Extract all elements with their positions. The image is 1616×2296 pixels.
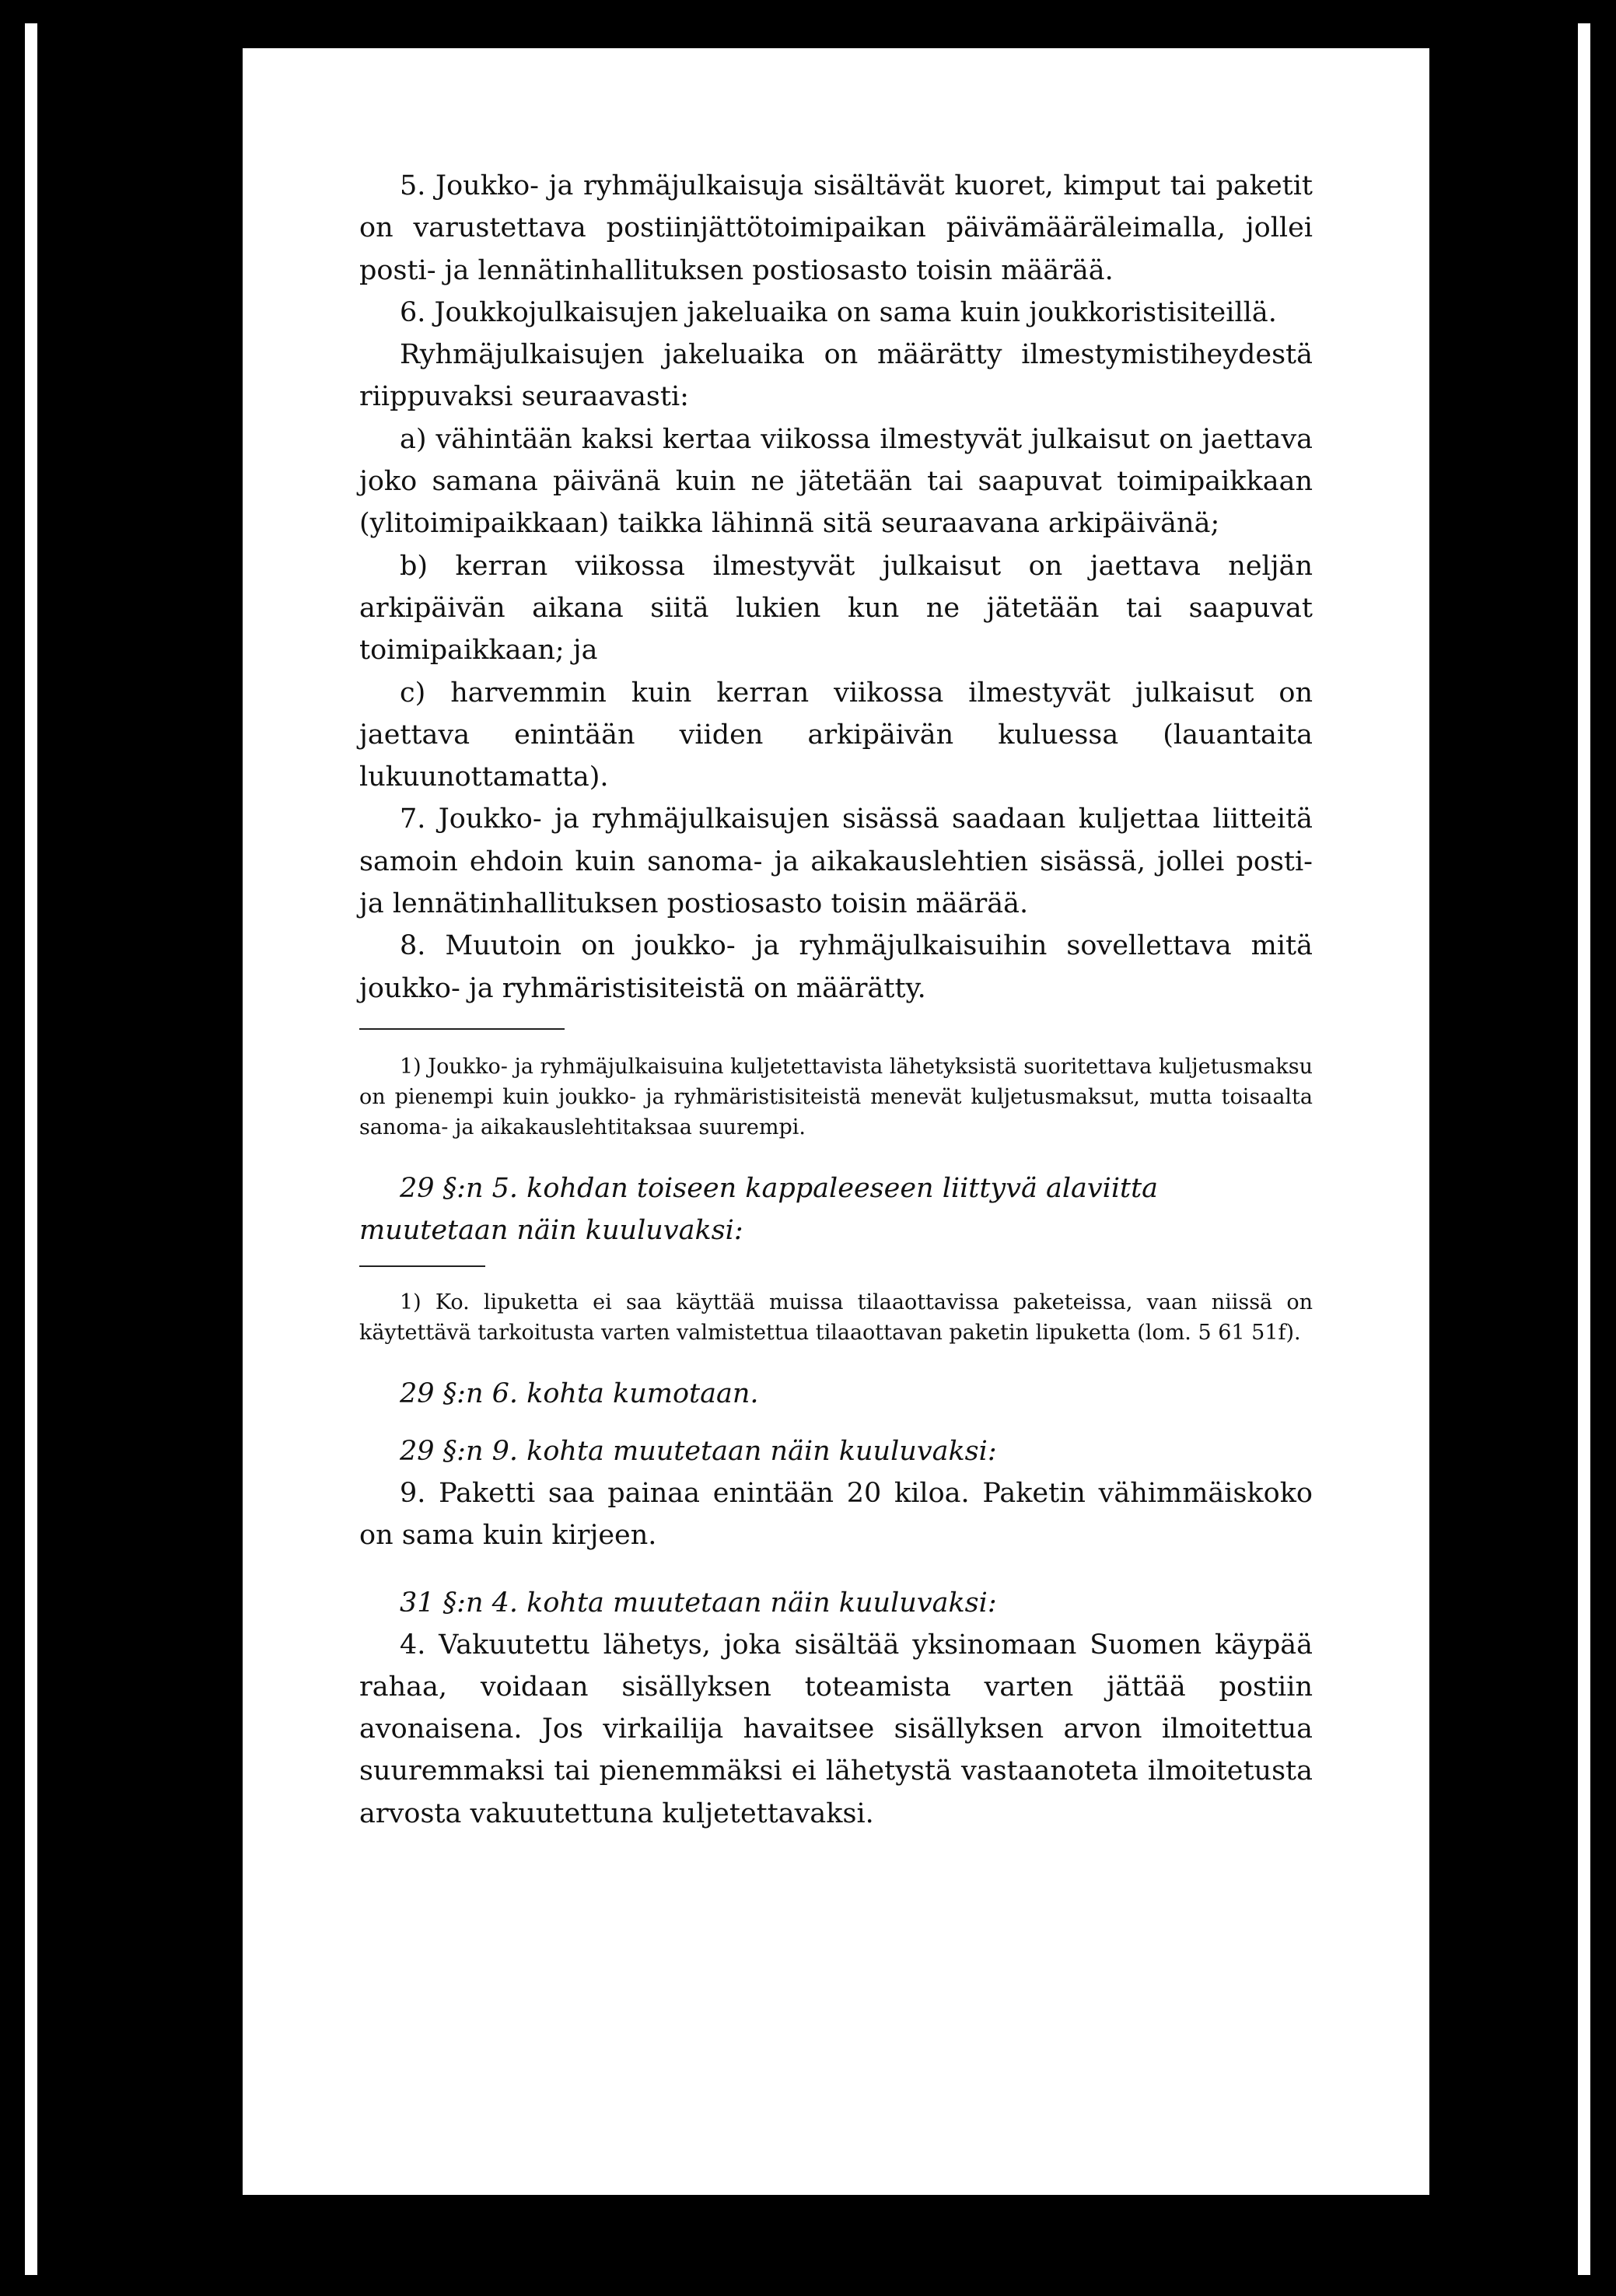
- footnote-2: [359, 1287, 1313, 1348]
- footnote-divider: [359, 1028, 565, 1030]
- paragraph-8: 8. Muutoin on joukko- ja ryhmäjulkaisuihin sovellettava mitä joukko- ja ryhmäristisiteistä on määrätty.: [359, 930, 1313, 1004]
- heading-29-5: 29 §:n 5. kohdan toiseen kappaleeseen liittyvä alaviitta muutetaan näin kuuluvaksi:: [359, 1172, 1159, 1246]
- footnote-2-text: 1) Ko. lipuketta ei saa käyttää muissa tilaaottavissa paketeissa, vaan niissä on käytettävä tarkoitusta varten valmistettua tilaaottavan paketin lipuketta (lom. 5 61 51f).: [359, 1290, 1313, 1345]
- paragraph-6-a: a) vähintään kaksi kertaa viikossa ilmestyvät julkaisut on jaettava joko samana päivänä kuin ne jätetään tai saapuvat toimipaikkaan (ylitoimipaikkaan) taikka lähinnä sitä seuraavana arkipäivänä;: [359, 423, 1313, 540]
- main-section: [359, 165, 1313, 1010]
- footnote-divider-2: [359, 1265, 485, 1267]
- footnote-1-text: 1) Joukko- ja ryhmäjulkaisuina kuljetettavista lähetyksistä suoritettava kuljetusmaksu on pienempi kuin joukko- ja ryhmäristisiteistä menevät kuljetusmaksut, mutta toisaalta sanoma- ja aikakauslehtitaksaa suurempi.: [359, 1054, 1313, 1139]
- paragraph-9: 9. Paketti saa painaa enintään 20 kiloa. Paketin vähimmäiskoko on sama kuin kirjeen.: [359, 1477, 1313, 1552]
- document-page: [359, 165, 1313, 2078]
- paragraph-31-4: 4. Vakuutettu lähetys, joka sisältää yksinomaan Suomen käypää rahaa, voidaan sisällyksen toteamista varten jättää postiin avonaisena. Jos virkailija havaitsee sisällyksen arvon ilmoitettua suuremmaksi tai pienemmäksi ei lähetystä vastaanoteta ilmoitetusta arvosta vakuutettuna kuljetettavaksi.: [359, 1629, 1313, 1829]
- footnote-1: [359, 1052, 1313, 1143]
- paragraph-6-b: b) kerran viikossa ilmestyvät julkaisut on jaettava neljän arkipäivän aikana siitä lukien kun ne jätetään tai saapuvat toimipaikkaan; ja: [359, 550, 1313, 667]
- paragraph-5: 5. Joukko- ja ryhmäjulkaisuja sisältävät kuoret, kimput tai paketit on varustettava postiinjättötoimipaikan päivämääräleimalla, jollei posti- ja lennätinhallituksen postiosasto toisin määrää.: [359, 170, 1313, 286]
- paragraph-6-delivery: Ryhmäjulkaisujen jakeluaika on määrätty ilmestymistiheydestä riippuvaksi seuraavasti:: [359, 339, 1313, 413]
- heading-31-4: 31 §:n 4. kohta muutetaan näin kuuluvaksi:: [400, 1587, 997, 1619]
- heading-29-9: 29 §:n 9. kohta muutetaan näin kuuluvaksi:: [400, 1435, 997, 1467]
- paragraph-7: 7. Joukko- ja ryhmäjulkaisujen sisässä saadaan kuljettaa liitteitä samoin ehdoin kuin sanoma- ja aikakauslehtien sisässä, jollei posti- ja lennätinhallituksen postiosasto toisin määrää.: [359, 803, 1313, 920]
- paragraph-6: 6. Joukkojulkaisujen jakeluaika on sama kuin joukkoristisiteillä.: [400, 296, 1277, 328]
- scan-edge-left: [25, 23, 37, 2275]
- paragraph-6-c: c) harvemmin kuin kerran viikossa ilmestyvät julkaisut on jaettava enintään viiden arkipäivän kuluessa (lauantaita lukuunottamatta).: [359, 677, 1313, 793]
- scan-edge-right: [1578, 23, 1590, 2275]
- heading-29-6: 29 §:n 6. kohta kumotaan.: [400, 1377, 759, 1409]
